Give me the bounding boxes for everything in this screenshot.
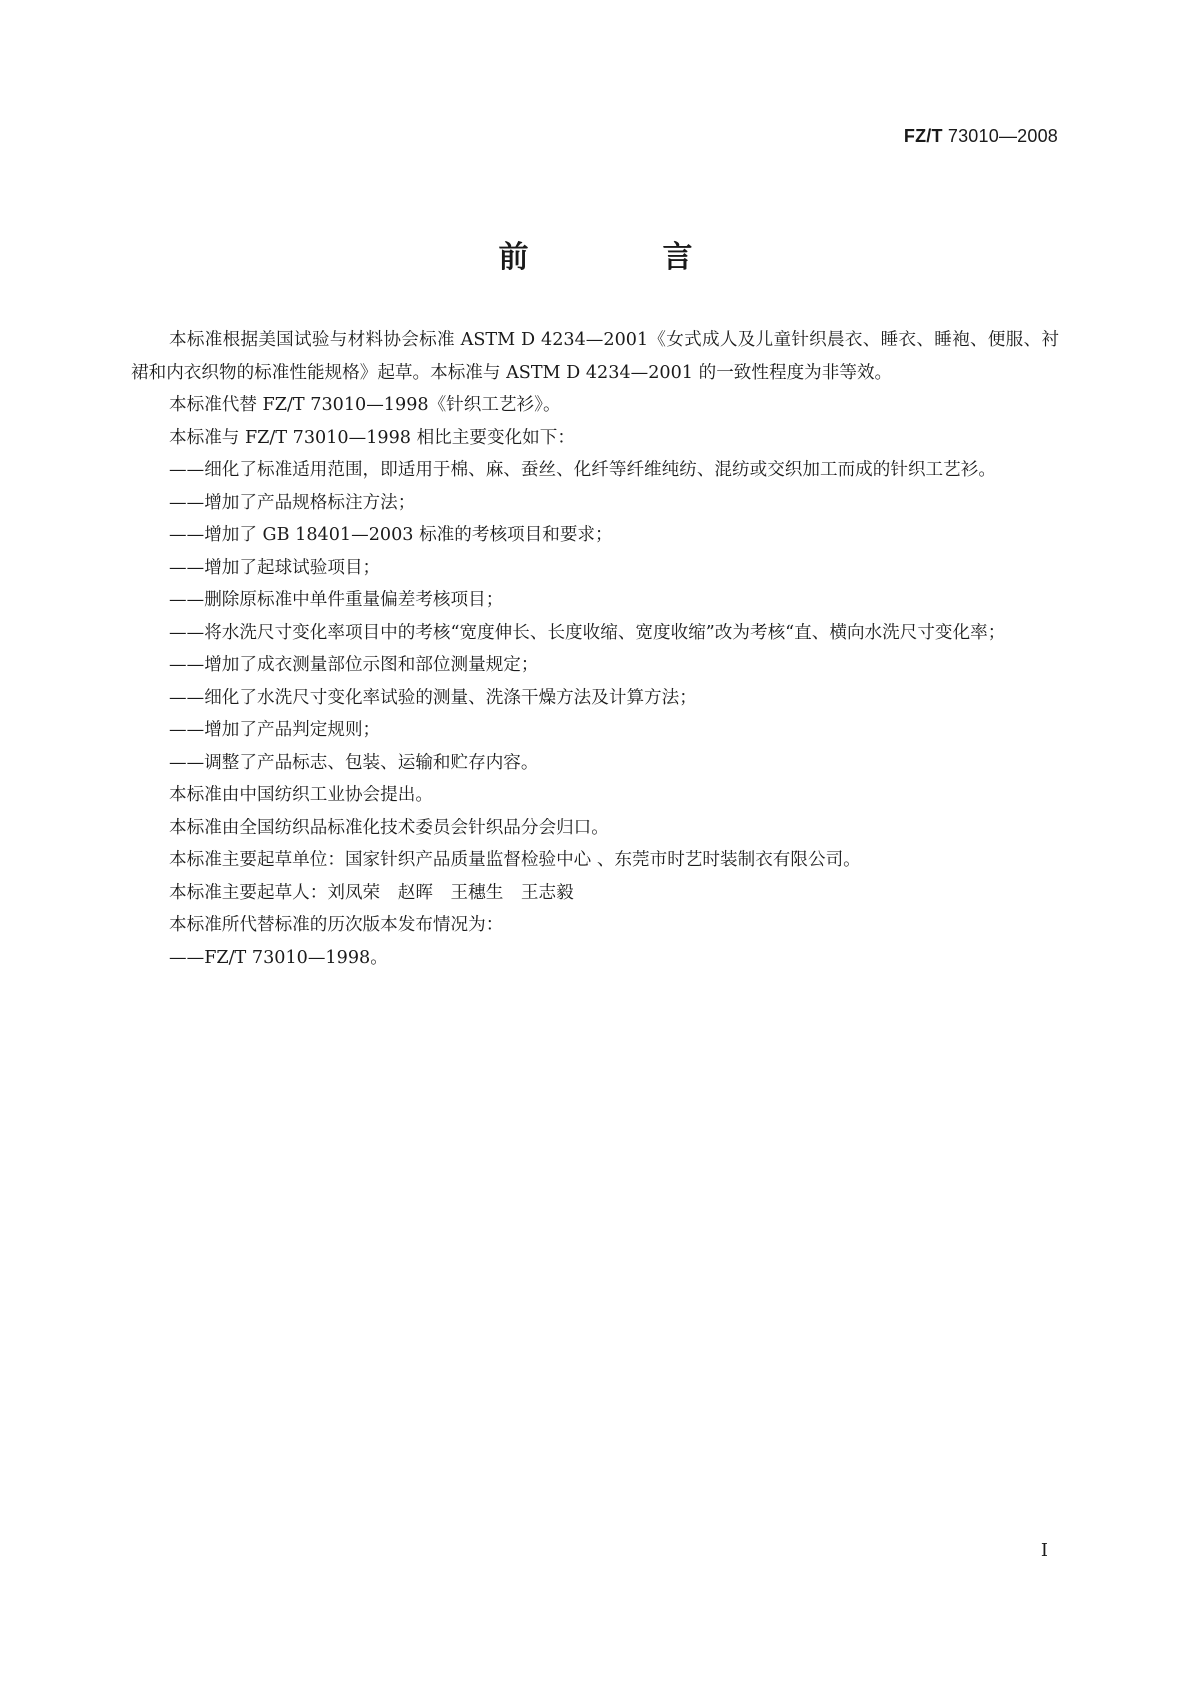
change-item: ——增加了成衣测量部位示图和部位测量规定； <box>169 655 539 675</box>
change-item: ——删除原标准中单件重量偏差考核项目； <box>169 590 504 610</box>
history-item: ——FZ/T 73010—1998。 <box>169 947 388 968</box>
paragraph-history-intro: 本标准所代替标准的历次版本发布情况为： <box>169 915 504 935</box>
standard-code-prefix: FZ/T <box>903 126 943 146</box>
change-item: ——细化了标准适用范围，即适用于棉、麻、蚕丝、化纤等纤维纯纺、混纺或交织加工而成的针织工艺衫。 <box>169 460 996 480</box>
document-body <box>131 324 1059 974</box>
paragraph-drafting-units: 本标准主要起草单位：国家针织产品质量监督检验中心 、东莞市时艺时装制衣有限公司。 <box>169 850 861 870</box>
standard-code-number: 73010—2008 <box>947 126 1058 146</box>
paragraph-changes-intro: 本标准与 FZ/T 73010—1998 相比主要变化如下： <box>169 427 575 448</box>
change-item: ——将水洗尺寸变化率项目中的考核“宽度伸长、长度收缩、宽度收缩”改为考核“直、横向水洗尺寸变化率； <box>169 622 1006 643</box>
change-item: ——增加了产品规格标注方法； <box>169 492 416 513</box>
paragraph-drafters: 本标准主要起草人：刘凤荣 赵晖 王穗生 王志毅 <box>169 882 574 903</box>
paragraph-origin: 本标准根据美国试验与材料协会标准 ASTM D 4234—2001《女式成人及儿童针织晨衣、睡衣、睡袍、便服、衬裙和内衣织物的标准性能规格》起草。本标准与 ASTM D 4234—2001 的一致性程度为非等效。 <box>131 330 1059 383</box>
page-title: 前 言 <box>498 240 745 275</box>
paragraph-administrator: 本标准由全国纺织品标准化技术委员会针织品分会归口。 <box>169 817 609 838</box>
standard-code <box>904 126 1058 147</box>
change-item: ——增加了产品判定规则； <box>169 720 381 740</box>
change-item: ——细化了水洗尺寸变化率试验的测量、洗涤干燥方法及计算方法； <box>169 687 697 708</box>
paragraph-proposer: 本标准由中国纺织工业协会提出。 <box>169 785 433 805</box>
paragraph-replaces: 本标准代替 FZ/T 73010—1998《针织工艺衫》。 <box>169 395 561 415</box>
change-item: ——调整了产品标志、包装、运输和贮存内容。 <box>169 752 539 773</box>
page-number: I <box>1040 1540 1048 1561</box>
change-item: ——增加了 GB 18401—2003 标准的考核项目和要求； <box>169 525 613 545</box>
change-item: ——增加了起球试验项目； <box>169 557 381 578</box>
